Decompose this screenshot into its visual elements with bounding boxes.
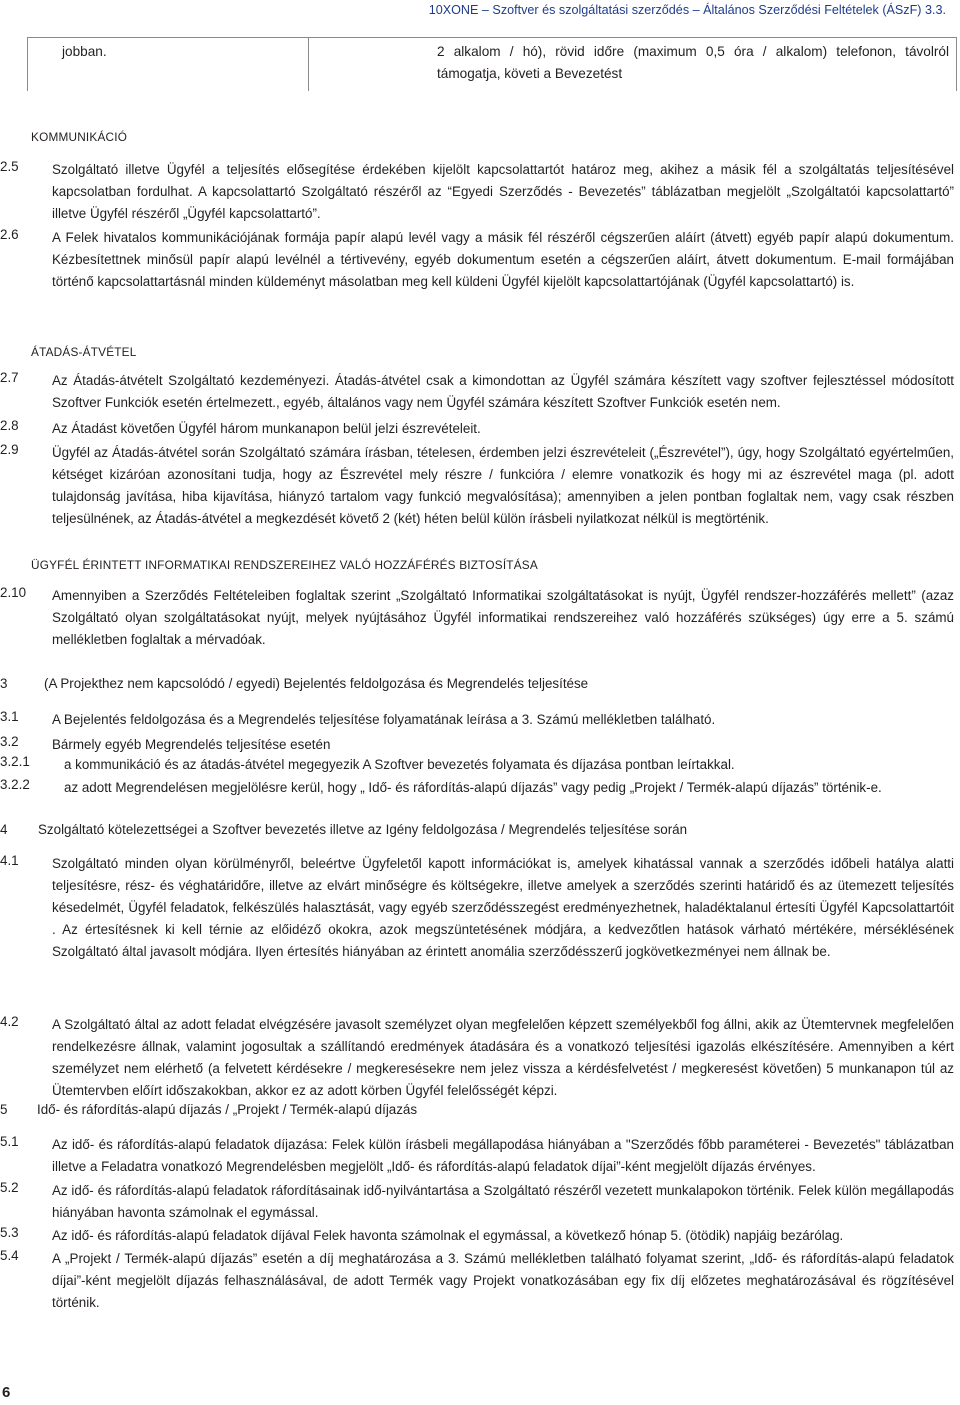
running-header: 10XONE – Szoftver és szolgáltatási szerződés – Általános Szerződési Feltételek (ÁSzF) 3.3.	[428, 3, 946, 17]
heading-text: Idő- és ráfordítás-alapú díjazás / „Projekt / Termék-alapú díjazás	[37, 1102, 418, 1117]
table-right-border	[956, 37, 957, 91]
paragraph-text: A Szolgáltató által az adott feladat elvégzésére javasolt személyzet olyan megfelelően képzett személyekből fog állni, akik az Ütemtervnek megfelelően rendelkezésre állnak, valamint jogosultak a szállítandó eredmények átadására és a vonatkozó teljesítési igazolás elkészítésére. Amennyiben a kért személyzet nem elérhető (a felvetett kérdésekre / megkeresésekre nem jelez vissza a kérdésfelvetést / megkeresést követően) 5 munkanapon túl az Ütemtervben előírt időszakokban, akkor ez az adott körben Ügyfél felelősségét képzi.	[52, 1017, 954, 1098]
paragraph-number: 5.2	[0, 1180, 19, 1195]
paragraph-number: 3.2.2	[0, 777, 30, 792]
paragraph-text: Amennyiben a Szerződés Feltételeiben foglaltak szerint „Szolgáltató Informatikai szolgáltatásokat is nyújt, Ügyfél rendszer-hozzáférés mellett” (azaz Szolgáltató olyan szolgáltatásokat nyújt, melyek nyújtásához Ügyfél informatikai rendszereihez való hozzáférés szükséges) úgy erre a 5. számú mellékletben foglaltak a mérvadóak.	[52, 588, 954, 647]
paragraph-number: 4.2	[0, 1014, 19, 1029]
section-title-atadas: ÁTADÁS-ÁTVÉTEL	[31, 345, 137, 359]
paragraph-number: 2.7	[0, 370, 19, 385]
paragraph-text: A „Projekt / Termék-alapú díjazás” esetén a díj meghatározása a 3. Számú mellékletben található folyamat szerint, „Idő- és ráfordítás-alapú feladatok díjai”-ként megjelölt díjazás felhasználásával, de adott Termék vagy Projekt vonatkozásában egy fix díj előzetes meghatározásával és rögzítésével történik.	[52, 1251, 954, 1310]
paragraph-text: A Felek hivatalos kommunikációjának formája papír alapú levél vagy a másik fél részéről cégszerűen aláírt (átvett) egyéb papír alapú dokumentum. Kézbesítettnek minősül papír alapú levélnél a tértivevény, egyéb dokumentum esetén a cégszerűen aláírt, átvett dokumentum. E-mail formájában történő kapcsolattartásnál minden küldeményt másolatban meg kell küldeni Ügyfél kijelölt kapcsolattartójának (Ügyfél kapcsolattartó) is.	[52, 230, 954, 289]
heading-number: 5	[0, 1102, 8, 1117]
paragraph-text: az adott Megrendelésen megjelölésre kerül, hogy „ Idő- és ráfordítás-alapú díjazás” vagy pedig „Projekt / Termék-alapú díjazás” történik-e.	[64, 780, 882, 795]
paragraph-text: Az Átadást követően Ügyfél három munkanapon belül jelzi észrevételeit.	[52, 421, 481, 436]
heading-number: 4	[0, 822, 8, 837]
table-cell-left: jobban.	[62, 44, 107, 59]
paragraph-number: 2.10	[0, 585, 27, 600]
section-title-hozzaferes: ÜGYFÉL ÉRINTETT INFORMATIKAI RENDSZEREIHEZ VALÓ HOZZÁFÉRÉS BIZTOSÍTÁSA	[31, 558, 538, 572]
paragraph-number: 3.2	[0, 734, 19, 749]
paragraph-number: 2.5	[0, 159, 19, 174]
paragraph-number: 3.1	[0, 709, 19, 724]
paragraph-text: Az idő- és ráfordítás-alapú feladatok díjazása: Felek külön írásbeli megállapodása hiányában a "Szerződés főbb paraméterei - Bevezetés" táblázatban illetve a Feladatra vonatkozó Megrendelésben megjelölt „Idő- és ráfordítás-alapú feladatok díjai”-ként megjelölt díjazás érvényes.	[52, 1137, 954, 1174]
paragraph-text: Szolgáltató minden olyan körülményről, beleértve Ügyfeletől kapott információkat is, amelyek kihatással vannak a szerződés időbeli hatálya alatti teljesítésre, rész- és véghatáridőre, illetve az elvárt minőségre és költségekre, illetve amelyek a szerződés szerinti határidő és az ütemezett teljesítés késedelmét, Ügyfél feladatok, felkészülés halasztását, vagy egyéb szerződésszegést eredményezhetnek, haladéktalanul értesíti Ügyfél Kapcsolattartóit . Az értesítésnek ki kell térnie az előidéző okokra, azok megszüntetésének módjára, a kedvezőtlen hatások várható mértékére, mérséklésének Szolgáltató által javasolt módjára. Ilyen értesítés hiányában az érintett anomália szerződésszerű jogkövetkezményei nem állnak be.	[52, 856, 954, 959]
paragraph-text: a kommunikáció és az átadás-átvétel megegyezik A Szoftver bevezetés folyamata és díjazása pontban leírtakkal.	[64, 757, 735, 772]
table-column-divider	[308, 37, 309, 91]
paragraph-text: Ügyfél az Átadás-átvétel során Szolgáltató számára írásban, tételesen, érdemben jelzi észrevételeit („Észrevétel”), úgy, hogy Szolgáltató egyértelműen, kétséget kizáróan azonosítani tudja, hogy az Észrevétel mely részre / funkcióra / elemre vonatkozik és hogy mi az észrevétel maga (pl. adott tulajdonság javítása, hiba kijavítása, hiányzó tartalom vagy funkció megvalósítása); amennyiben a jelen pontban foglaltak nem, vagy csak részben teljesülnének, az Átadás-átvétel a megkezdését követő 2 (két) héten belül külön írásbeli nyilatkozat nélkül is megtörténik.	[52, 445, 954, 526]
paragraph-number: 4.1	[0, 853, 19, 868]
paragraph-number: 2.6	[0, 227, 19, 242]
paragraph-number: 2.8	[0, 418, 19, 433]
paragraph-text: A Bejelentés feldolgozása és a Megrendelés teljesítése folyamatának leírása a 3. Számú mellékletben található.	[52, 712, 716, 727]
table-top-border	[27, 37, 957, 38]
heading-text: Szolgáltató kötelezettségei a Szoftver bevezetés illetve az Igény feldolgozása / Megrendelés teljesítése során	[38, 822, 688, 837]
paragraph-text: Az idő- és ráfordítás-alapú feladatok ráfordításainak idő-nyilvántartása a Szolgáltató részéről vezetett munkalapokon történik. Felek külön megállapodás hiányában havonta számolnak el egymással.	[52, 1183, 954, 1220]
page-number: 6	[2, 1384, 11, 1401]
paragraph-number: 2.9	[0, 442, 19, 457]
paragraph-number: 3.2.1	[0, 754, 30, 769]
section-title-kommunikacio: KOMMUNIKÁCIÓ	[31, 130, 128, 144]
table-cell-right: 2 alkalom / hó), rövid időre (maximum 0,5 óra / alkalom) telefonon, távolról támogatja, követi a Bevezetést	[437, 44, 949, 81]
paragraph-text: Az idő- és ráfordítás-alapú feladatok díjával Felek havonta számolnak el egymással, a következő hónap 5. (ötödik) napjáig bezárólag.	[52, 1228, 844, 1243]
paragraph-text: Bármely egyéb Megrendelés teljesítése esetén	[52, 737, 331, 752]
paragraph-text: Szolgáltató illetve Ügyfél a teljesítés elősegítése érdekében kijelölt kapcsolattartót határoz meg, akihez a másik fél a szolgáltatás teljesítésével kapcsolatban fordulhat. A kapcsolattartó Szolgáltató részéről az “Egyedi Szerződés - Bevezetés” táblázatban megjelölt „Szolgáltatói kapcsolattartó” illetve Ügyfél részéről „Ügyfél kapcsolattartó”.	[52, 162, 954, 221]
table-left-border	[27, 37, 28, 91]
paragraph-number: 5.3	[0, 1225, 19, 1240]
heading-text: (A Projekthez nem kapcsolódó / egyedi) Bejelentés feldolgozása és Megrendelés teljesítése	[44, 676, 589, 691]
heading-number: 3	[0, 676, 8, 691]
paragraph-number: 5.4	[0, 1248, 19, 1263]
paragraph-text: Az Átadás-átvételt Szolgáltató kezdeményezi. Átadás-átvétel csak a kimondottan az Ügyfél számára készített vagy szoftver fejlesztéssel módosított Szoftver Funkciók esetén értelmezett., egyéb, általános vagy nem Ügyfél számára készített Szoftver Funkciók esetén nem.	[52, 373, 954, 410]
paragraph-number: 5.1	[0, 1134, 19, 1149]
